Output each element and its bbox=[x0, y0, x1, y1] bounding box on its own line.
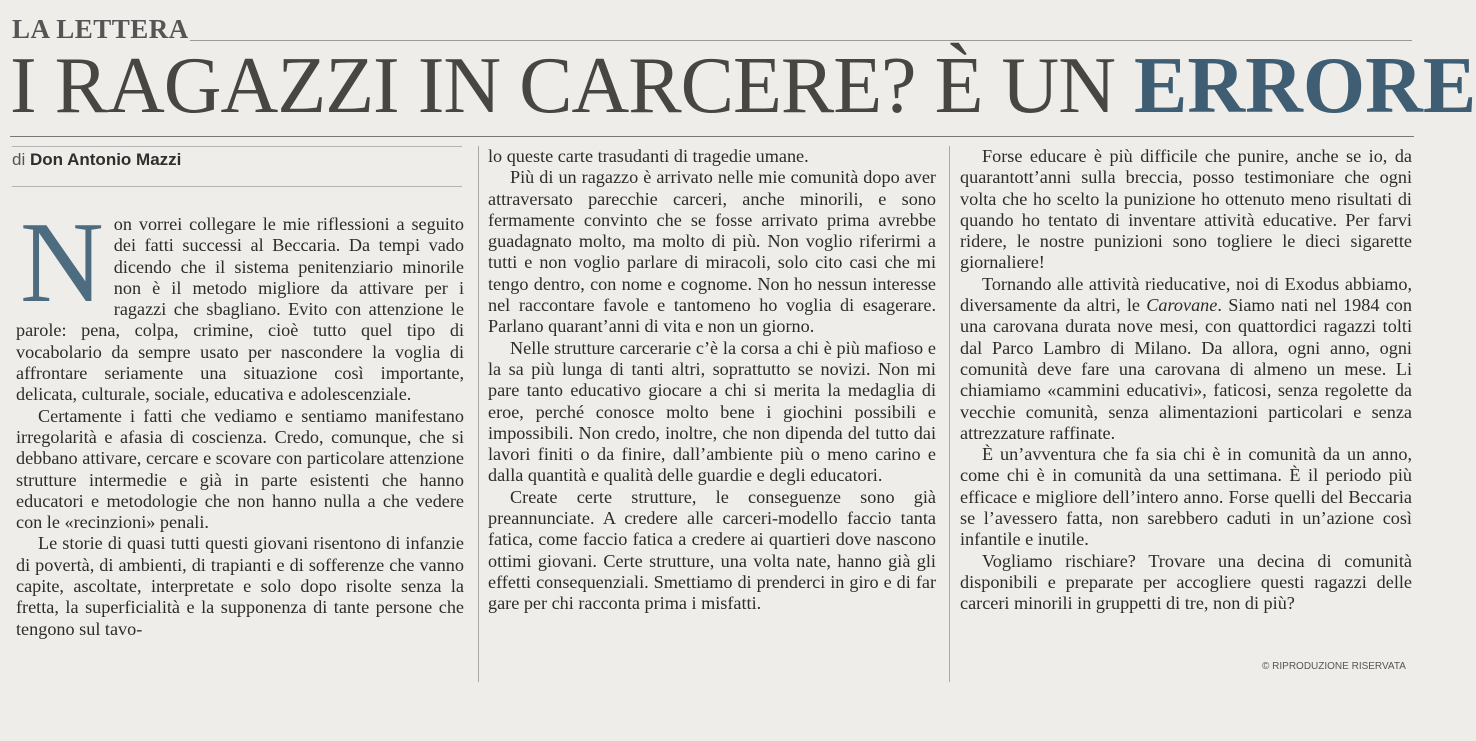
article-column-1 bbox=[16, 199, 464, 640]
italic-term: Carovane bbox=[1146, 295, 1218, 316]
paragraph: Certamente i fatti che vediamo e sentiamo manifestano irregolarità e afasia di coscienza. Credo, comunque, che si debbano attivare, cercare e scovare con particolare attenzione strutture intermedie e già in parte esistenti che hanno educatori e metodologie che non hanno nulla a che vedere con le «recinzioni» penali. bbox=[16, 405, 464, 533]
paragraph: È un’avventura che fa sia chi è in comunità da un anno, come chi è in comunità da una settimana. È il periodo più efficace e migliore dell’intero anno. Forse quelli del Beccaria se l’avessero fatta, non sarebbero caduti in un’azione così infantile e inutile. bbox=[960, 444, 1412, 550]
paragraph: lo queste carte trasudanti di tragedie umane. bbox=[488, 146, 809, 166]
copyright-notice: © RIPRODUZIONE RISERVATA bbox=[1262, 661, 1406, 672]
headline-accent: ERRORE bbox=[1133, 42, 1476, 130]
drop-cap: N bbox=[20, 199, 104, 327]
paragraph: Create certe strutture, le conseguenze sono già preannunciate. A credere alle carceri-modello faccio tanta fatica, come faccio fatica a credere ai quartieri dove nascono ottimi giovani. Certe strutture, una volta nate, hanno già gli effetti consequenziali. Smettiamo di prenderci in giro e di far gare per chi racconta prima i misfatti. bbox=[488, 486, 936, 614]
paragraph: Forse educare è più difficile che punire, anche se io, da quarantott’anni sulla breccia, posso testimoniare che ogni volta che ho scelto la punizione ho ottenuto meno risultati di quando ho tentato di inventare attività educative. Per farvi ridere, le nostre punizioni sono togliere le dieci sigarette giornaliere! bbox=[960, 146, 1412, 273]
headline-rule bbox=[10, 136, 1414, 137]
text-span: Tornando alle attività rieducative, noi di Exodus abbiamo, diversamente da altri, le bbox=[960, 273, 1412, 316]
byline-prefix: di bbox=[12, 150, 26, 169]
headline-main: I RAGAZZI IN CARCERE? È UN bbox=[10, 42, 1134, 130]
article-column-3 bbox=[960, 146, 1412, 615]
headline bbox=[10, 42, 1476, 130]
paragraph: on vorrei collegare le mie riflessioni a seguito dei fatti successi al Beccaria. Da tempi vado dicendo che il sistema penitenziario minorile non è il metodo migliore da attivare per i ragazzi che sbagliano. Evito con attenzione le parole: pena, colpa, crimine, cioè tutto quel tipo di vocabolario da sempre usato per nascondere la voglia di affrontare seriamente una situazione così importante, delicata, culturale, sociale, educativa e adolescenziale. bbox=[16, 214, 464, 405]
rubric-label: LA LETTERA bbox=[12, 14, 189, 44]
text-span: . Siamo nati nel 1984 con una carovana durata nove mesi, con quattordici ragazzi tolti dal Parco Lambro di Milano. Da allora, ogni anno, ogni comunità deve fare una carovana di almeno un mese. Li chiamiamo «cammini educativi», faticosi, senza regolette da vecchie comunità, senza alimentazioni particolari e senza attrezzature raffinate. bbox=[960, 295, 1412, 443]
rubric-rule bbox=[190, 40, 1412, 41]
column-divider bbox=[949, 146, 950, 682]
article-column-2 bbox=[488, 146, 936, 615]
byline-rule-bottom bbox=[12, 186, 462, 187]
paragraph bbox=[960, 274, 1412, 444]
paragraph: Le storie di quasi tutti questi giovani risentono di infanzie di povertà, di ambienti, di trapianti e di sofferenze che vanno capite, ascoltate, interpretate e solo dopo risolte senza la fretta, la superficialità e la supponenza di tante persone che tengono sul tavo- bbox=[16, 533, 464, 639]
byline-author: Don Antonio Mazzi bbox=[29, 150, 182, 169]
paragraph: Più di un ragazzo è arrivato nelle mie comunità dopo aver attraversato parecchie carceri, anche minorili, e sono fermamente convinto che se fosse arrivato prima avrebbe guadagnato molto, ma molto di più. Non voglio riferirmi a tutti e non voglio parlare di miracoli, solo cito casi che mi tengo dentro, con nome e cognome. Non ho nessun interesse nel raccontare favole e tantomeno ho voglia di esagerare. Parlano quarant’anni di vita e non un giorno. bbox=[488, 167, 936, 337]
paragraph: Nelle strutture carcerarie c’è la corsa a chi è più mafioso e la sa più lunga di tanti altri, soprattutto se novizi. Non mi pare tanto educativo giocare a chi si merita la medaglia di eroe, perché conosce molto bene i giochini possibili e impossibili. Non credo, inoltre, che non dipenda del tutto dai lavori finiti o da finire, dall’ambiente più o meno carino e dalla quantità e qualità delle guardie e degli educatori. bbox=[488, 337, 936, 486]
byline-rule-top bbox=[12, 146, 462, 147]
column-divider bbox=[478, 146, 479, 682]
paragraph: Vogliamo rischiare? Trovare una decina di comunità disponibili e preparate per accogliere questi ragazzi delle carceri minorili in gruppetti di tre, non di più? bbox=[960, 550, 1412, 614]
byline bbox=[12, 150, 181, 170]
